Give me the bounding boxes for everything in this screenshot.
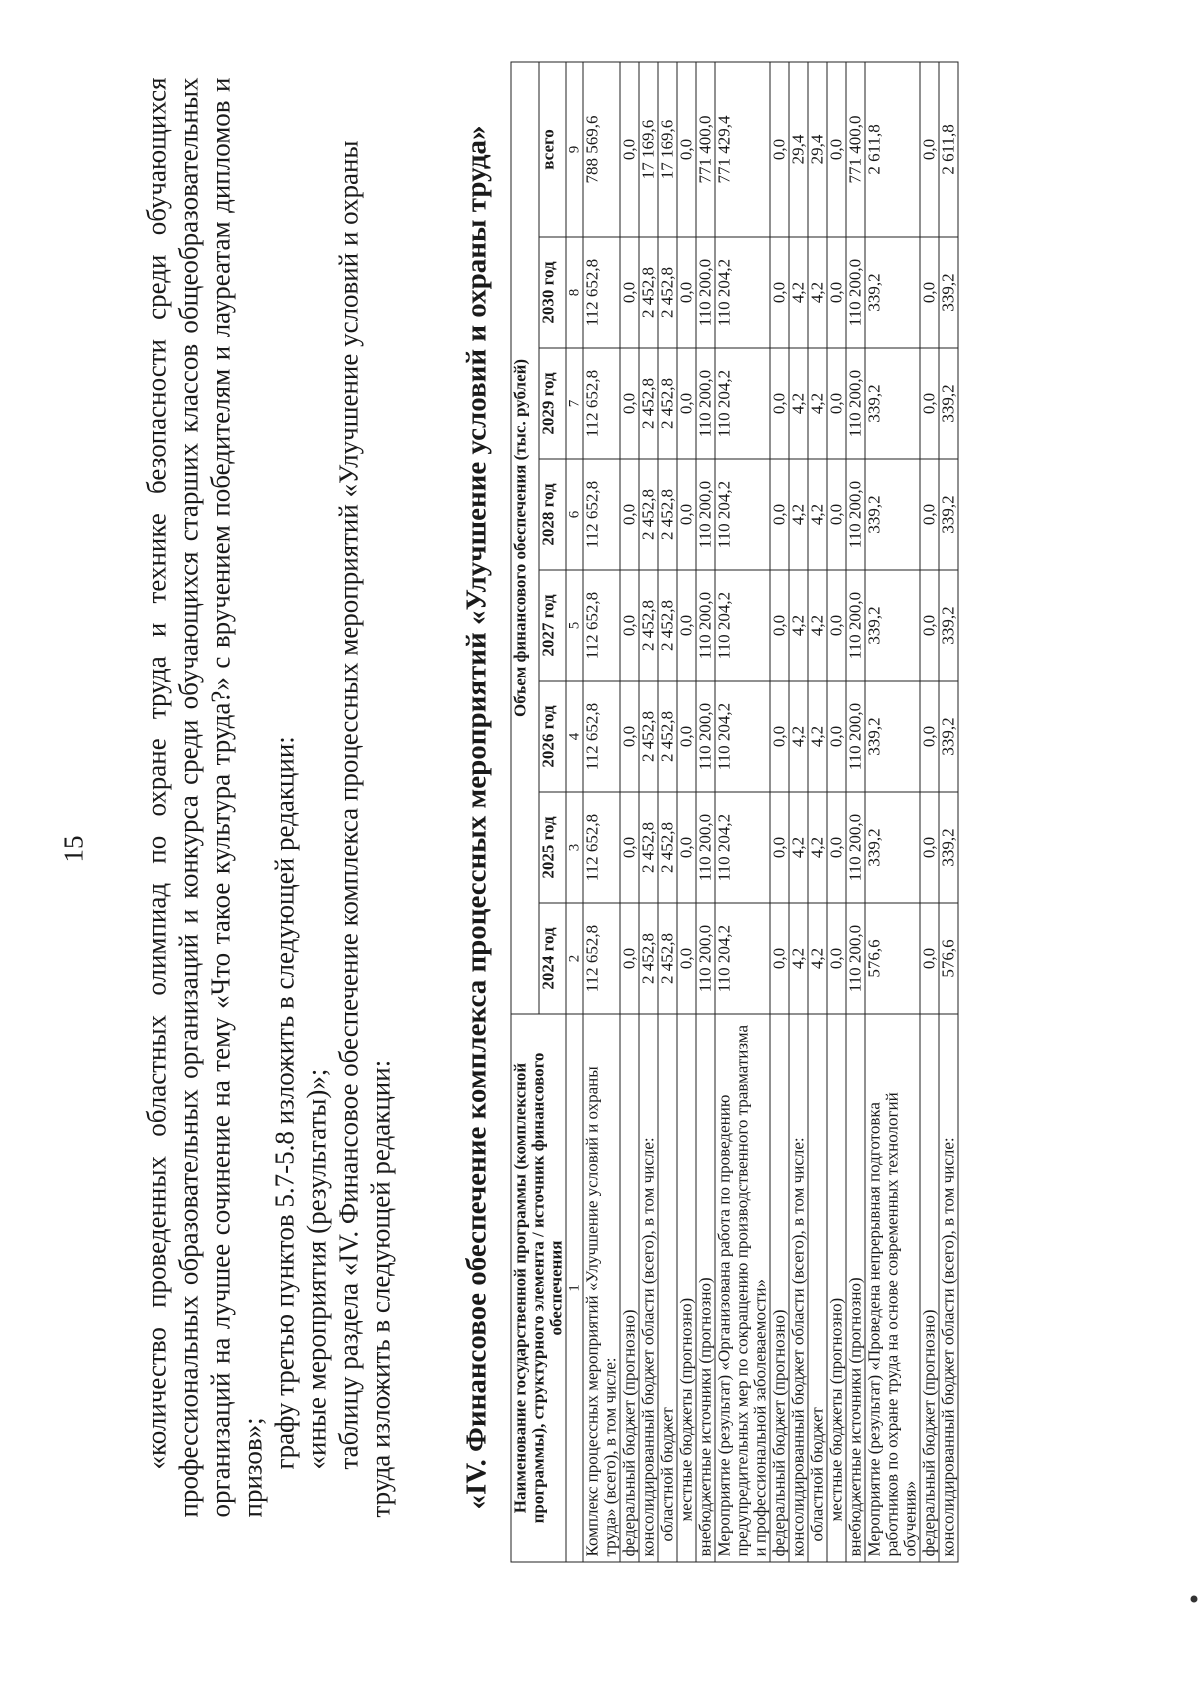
row-value-cell: 112 652,8 <box>583 570 620 681</box>
row-value-cell: 110 204,2 <box>715 348 770 459</box>
row-value-cell: 339,2 <box>939 681 958 792</box>
row-value-cell: 788 569,6 <box>583 61 620 236</box>
row-value-cell: 0,0 <box>770 348 789 459</box>
row-value-cell: 110 200,0 <box>846 681 865 792</box>
row-value-cell: 0,0 <box>677 61 696 236</box>
row-value-cell: 4,2 <box>808 792 827 903</box>
row-value-cell: 339,2 <box>865 459 920 570</box>
row-value-cell: 0,0 <box>677 903 696 1014</box>
row-value-cell: 0,0 <box>920 570 939 681</box>
row-value-cell: 339,2 <box>865 570 920 681</box>
row-value-cell: 110 204,2 <box>715 459 770 570</box>
table-row <box>865 61 920 1561</box>
row-value-cell: 2 452,8 <box>658 681 677 792</box>
row-value-cell: 112 652,8 <box>583 348 620 459</box>
row-value-cell: 110 200,0 <box>846 570 865 681</box>
row-name-cell: областной бюджет <box>808 1014 827 1562</box>
row-name-cell: федеральный бюджет (прогнозно) <box>620 1014 639 1562</box>
row-value-cell: 4,2 <box>808 459 827 570</box>
row-value-cell: 0,0 <box>620 348 639 459</box>
table-row <box>658 61 677 1561</box>
row-value-cell: 4,2 <box>789 348 808 459</box>
row-value-cell: 110 200,0 <box>846 903 865 1014</box>
table-row <box>715 61 770 1561</box>
row-value-cell: 2 452,8 <box>658 348 677 459</box>
column-number-5: 6 <box>566 459 583 570</box>
table-row <box>677 61 696 1561</box>
row-value-cell: 4,2 <box>789 792 808 903</box>
row-value-cell: 0,0 <box>620 237 639 348</box>
row-value-cell: 0,0 <box>677 237 696 348</box>
row-name-cell: местные бюджеты (прогнозно) <box>827 1014 846 1562</box>
table-row <box>583 61 620 1561</box>
body-text <box>140 77 396 1517</box>
row-value-cell: 4,2 <box>789 570 808 681</box>
table-row <box>808 61 827 1561</box>
row-value-cell: 2 611,8 <box>939 61 958 236</box>
row-name-cell: консолидированный бюджет области (всего), в том числе: <box>639 1014 658 1562</box>
row-value-cell: 0,0 <box>920 237 939 348</box>
row-value-cell: 0,0 <box>677 348 696 459</box>
column-number-6: 7 <box>566 348 583 459</box>
column-number-0: 1 <box>566 1014 583 1562</box>
table-body <box>583 61 958 1561</box>
row-value-cell: 0,0 <box>827 61 846 236</box>
row-value-cell: 2 452,8 <box>658 570 677 681</box>
column-number-7: 8 <box>566 237 583 348</box>
column-number-2: 3 <box>566 792 583 903</box>
row-value-cell: 0,0 <box>920 903 939 1014</box>
table-header-row <box>511 61 539 1561</box>
row-value-cell: 4,2 <box>808 570 827 681</box>
header-year-0: 2024 год <box>538 903 566 1014</box>
row-name-cell: внебюджетные источники (прогнозно) <box>846 1014 865 1562</box>
row-name-cell: Мероприятие (результат) «Организована работа по проведению предупредительных мер по сокращению производственного травматизма и профессиональной заболеваемости» <box>715 1014 770 1562</box>
row-value-cell: 110 200,0 <box>696 348 715 459</box>
row-value-cell: 0,0 <box>770 570 789 681</box>
row-value-cell: 4,2 <box>808 237 827 348</box>
row-name-cell: внебюджетные источники (прогнозно) <box>696 1014 715 1562</box>
row-value-cell: 0,0 <box>827 792 846 903</box>
header-name-column: Наименование государственной программы (комплексной программы), структурного элемента / источник финансового обеспечения <box>511 1014 566 1562</box>
table-row <box>939 61 958 1561</box>
row-value-cell: 0,0 <box>920 459 939 570</box>
table-row <box>789 61 808 1561</box>
page-number: 15 <box>58 835 88 862</box>
table-row <box>620 61 639 1561</box>
paragraph-other-events: «иные мероприятия (результаты)»; <box>301 1068 331 1469</box>
table-row <box>696 61 715 1561</box>
table-column-numbers-row <box>566 61 583 1561</box>
row-value-cell: 29,4 <box>808 61 827 236</box>
row-value-cell: 0,0 <box>677 681 696 792</box>
row-value-cell: 0,0 <box>770 681 789 792</box>
row-value-cell: 110 200,0 <box>696 681 715 792</box>
column-number-1: 2 <box>566 903 583 1014</box>
row-value-cell: 0,0 <box>827 237 846 348</box>
header-year-4: 2028 год <box>538 459 566 570</box>
row-value-cell: 0,0 <box>620 459 639 570</box>
row-value-cell: 339,2 <box>939 237 958 348</box>
row-name-cell: консолидированный бюджет области (всего), в том числе: <box>939 1014 958 1562</box>
row-value-cell: 0,0 <box>620 570 639 681</box>
row-value-cell: 110 200,0 <box>846 237 865 348</box>
row-value-cell: 339,2 <box>865 348 920 459</box>
row-value-cell: 0,0 <box>620 61 639 236</box>
row-name-cell: федеральный бюджет (прогнозно) <box>770 1014 789 1562</box>
row-value-cell: 110 204,2 <box>715 570 770 681</box>
header-year-2: 2026 год <box>538 681 566 792</box>
row-value-cell: 339,2 <box>939 348 958 459</box>
row-value-cell: 0,0 <box>920 348 939 459</box>
row-value-cell: 2 452,8 <box>639 459 658 570</box>
table-row <box>827 61 846 1561</box>
row-value-cell: 110 200,0 <box>846 459 865 570</box>
row-value-cell: 0,0 <box>677 459 696 570</box>
row-value-cell: 110 200,0 <box>696 903 715 1014</box>
row-name-cell: Мероприятие (результат) «Проведена непрерывная подготовка работников по охране труда на основе современных технологий обучения» <box>865 1014 920 1562</box>
row-value-cell: 112 652,8 <box>583 903 620 1014</box>
row-value-cell: 4,2 <box>789 903 808 1014</box>
row-value-cell: 2 452,8 <box>658 903 677 1014</box>
scan-speck <box>1190 1595 1197 1602</box>
row-value-cell: 110 200,0 <box>846 792 865 903</box>
row-value-cell: 0,0 <box>677 570 696 681</box>
row-value-cell: 0,0 <box>827 348 846 459</box>
header-financing-volume: Объем финансового обеспечения (тыс. рублей) <box>511 61 539 1013</box>
table-row <box>639 61 658 1561</box>
row-value-cell: 4,2 <box>789 237 808 348</box>
paragraph-table-section: таблицу раздела «IV. Финансовое обеспечение комплекса процессных мероприятий «Улучшение условий и охраны труда изложить в следующей редакции: <box>333 139 395 1517</box>
row-value-cell: 110 204,2 <box>715 903 770 1014</box>
header-year-6: 2030 год <box>538 237 566 348</box>
row-value-cell: 339,2 <box>865 792 920 903</box>
financing-table <box>510 61 958 1562</box>
column-number-8: 9 <box>566 61 583 236</box>
row-value-cell: 0,0 <box>920 792 939 903</box>
row-value-cell: 2 611,8 <box>865 61 920 236</box>
row-value-cell: 112 652,8 <box>583 237 620 348</box>
row-value-cell: 0,0 <box>920 61 939 236</box>
row-name-cell: областной бюджет <box>658 1014 677 1562</box>
row-value-cell: 339,2 <box>939 792 958 903</box>
paragraph-column-three: графу третью пунктов 5.7-5.8 изложить в следующей редакции: <box>269 735 299 1469</box>
row-value-cell: 771 400,0 <box>846 61 865 236</box>
row-value-cell: 4,2 <box>808 348 827 459</box>
row-name-cell: местные бюджеты (прогнозно) <box>677 1014 696 1562</box>
row-value-cell: 4,2 <box>808 681 827 792</box>
row-name-cell: Комплекс процессных мероприятий «Улучшение условий и охраны труда» (всего), в том числе: <box>583 1014 620 1562</box>
row-value-cell: 110 204,2 <box>715 681 770 792</box>
row-value-cell: 339,2 <box>865 681 920 792</box>
section-title: «IV. Финансовое обеспечение комплекса процессных мероприятий «Улучшение условий и охраны труда» <box>460 125 492 1509</box>
row-value-cell: 110 200,0 <box>846 348 865 459</box>
row-value-cell: 0,0 <box>677 792 696 903</box>
row-value-cell: 2 452,8 <box>658 237 677 348</box>
table-row <box>920 61 939 1561</box>
row-value-cell: 110 200,0 <box>696 237 715 348</box>
row-value-cell: 4,2 <box>789 681 808 792</box>
header-year-3: 2027 год <box>538 570 566 681</box>
row-name-cell: консолидированный бюджет области (всего), в том числе: <box>789 1014 808 1562</box>
row-value-cell: 0,0 <box>770 61 789 236</box>
column-number-4: 5 <box>566 570 583 681</box>
row-value-cell: 110 200,0 <box>696 792 715 903</box>
row-value-cell: 110 204,2 <box>715 792 770 903</box>
row-value-cell: 0,0 <box>827 570 846 681</box>
row-value-cell: 2 452,8 <box>639 570 658 681</box>
row-value-cell: 2 452,8 <box>639 348 658 459</box>
row-value-cell: 0,0 <box>770 459 789 570</box>
row-value-cell: 112 652,8 <box>583 681 620 792</box>
row-name-cell: федеральный бюджет (прогнозно) <box>920 1014 939 1562</box>
row-value-cell: 110 204,2 <box>715 237 770 348</box>
row-value-cell: 112 652,8 <box>583 792 620 903</box>
row-value-cell: 0,0 <box>827 459 846 570</box>
row-value-cell: 339,2 <box>939 459 958 570</box>
row-value-cell: 576,6 <box>939 903 958 1014</box>
row-value-cell: 110 200,0 <box>696 570 715 681</box>
row-value-cell: 0,0 <box>620 681 639 792</box>
column-number-3: 4 <box>566 681 583 792</box>
row-value-cell: 17 169,6 <box>658 61 677 236</box>
row-value-cell: 0,0 <box>770 903 789 1014</box>
row-value-cell: 339,2 <box>865 237 920 348</box>
row-value-cell: 2 452,8 <box>639 681 658 792</box>
paragraph-olympiad-count: «количество проведенных областных олимпиад по охране труда и технике безопасности среди обучающихся профессиональных образовательных организаций и конкурса среди обучающихся старших классов общеобразовательных организаций на лучшее сочинение на тему «Что такое культура труда?» с вручением победителям и лауреатам дипломов и призов»; <box>141 77 267 1517</box>
row-value-cell: 0,0 <box>770 237 789 348</box>
row-value-cell: 110 200,0 <box>696 459 715 570</box>
row-value-cell: 4,2 <box>789 459 808 570</box>
header-year-1: 2025 год <box>538 792 566 903</box>
table-row <box>846 61 865 1561</box>
row-value-cell: 4,2 <box>808 903 827 1014</box>
row-value-cell: 576,6 <box>865 903 920 1014</box>
row-value-cell: 0,0 <box>827 681 846 792</box>
row-value-cell: 2 452,8 <box>658 792 677 903</box>
table-row <box>770 61 789 1561</box>
row-value-cell: 2 452,8 <box>639 237 658 348</box>
row-value-cell: 29,4 <box>789 61 808 236</box>
row-value-cell: 2 452,8 <box>639 792 658 903</box>
row-value-cell: 112 652,8 <box>583 459 620 570</box>
row-value-cell: 2 452,8 <box>639 903 658 1014</box>
row-value-cell: 0,0 <box>827 903 846 1014</box>
row-value-cell: 0,0 <box>620 792 639 903</box>
row-value-cell: 0,0 <box>770 792 789 903</box>
header-year-5: 2029 год <box>538 348 566 459</box>
row-value-cell: 17 169,6 <box>639 61 658 236</box>
row-value-cell: 0,0 <box>620 903 639 1014</box>
row-value-cell: 771 400,0 <box>696 61 715 236</box>
row-value-cell: 2 452,8 <box>658 459 677 570</box>
row-value-cell: 339,2 <box>939 570 958 681</box>
header-year-7: всего <box>538 61 566 236</box>
row-value-cell: 771 429,4 <box>715 61 770 236</box>
row-value-cell: 0,0 <box>920 681 939 792</box>
